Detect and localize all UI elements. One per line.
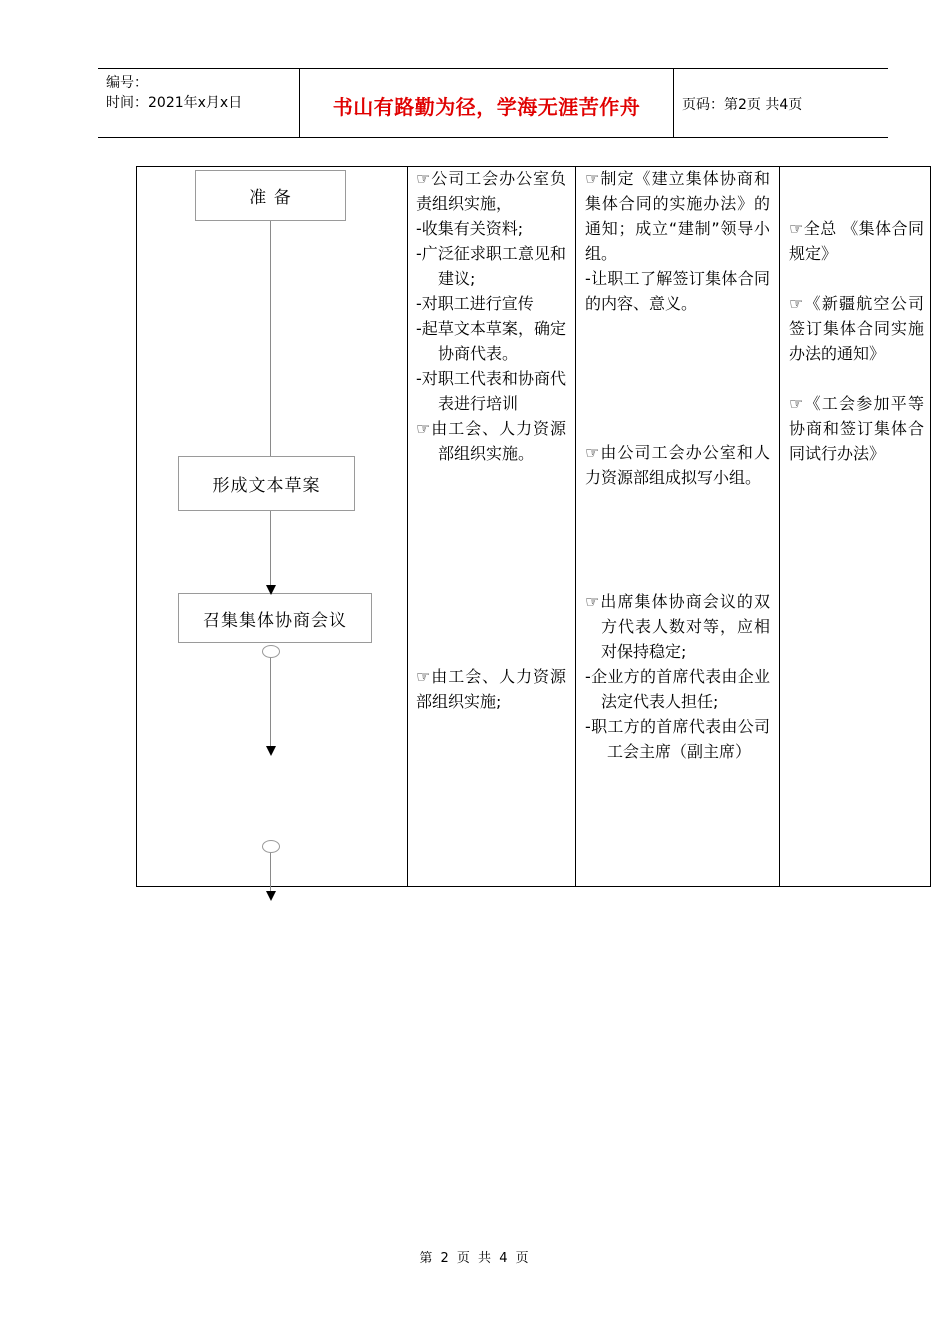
responsible-item: -收集有关资料;	[416, 219, 524, 238]
requirement-item: ☞制定《建立集体协商和集体合同的实施办法》的通知；成立“建制”领导小组。	[585, 169, 770, 263]
reference-item: ☞《新疆航空公司签订集体合同实施办法的通知》	[789, 294, 924, 363]
flow-step-draft	[178, 456, 355, 511]
reference-item: ☞《工会参加平等协商和签订集体合同试行办法》	[789, 394, 924, 463]
flow-step-label: 准 备	[249, 188, 292, 208]
page-footer: 第 2 页 共 4 页	[419, 1251, 531, 1266]
header-page-info: 页码：第2页 共4页	[682, 97, 803, 113]
document-header	[98, 68, 888, 138]
flow-connector-line	[270, 220, 271, 456]
responsible-item: -对职工代表和协商代表进行培训	[416, 369, 566, 413]
references-column	[789, 216, 924, 466]
responsible-item: ☞公司工会办公室负责组织实施，	[416, 169, 566, 213]
arrow-down-icon	[266, 585, 276, 595]
requirements-column-meeting	[585, 589, 770, 764]
code-label: 编号：	[106, 75, 148, 91]
requirement-item: ☞由公司工会办公室和人力资源部组成拟写小组。	[585, 443, 770, 487]
requirements-column-draft	[585, 440, 770, 490]
responsible-item: -起草文本草案，确定协商代表。	[416, 319, 566, 363]
flow-step-label: 召集集体协商会议	[203, 610, 347, 631]
requirement-item: ☞出席集体协商会议的双方代表人数对等，应相对保持稳定;	[585, 592, 770, 661]
flow-step-prepare	[195, 170, 346, 221]
header-divider	[673, 69, 674, 137]
responsible-column-meeting	[416, 664, 566, 714]
header-motto: 书山有路勤为径，学海无涯苦作舟	[332, 95, 641, 119]
responsible-item: -广泛征求职工意见和建议;	[416, 244, 566, 288]
flow-connector-line	[270, 656, 271, 746]
header-meta	[106, 73, 242, 113]
requirement-item: -让职工了解签订集体合同的内容、意义。	[585, 269, 770, 313]
requirements-column	[585, 166, 770, 316]
responsible-column	[416, 166, 566, 466]
column-divider	[575, 167, 576, 886]
flow-connector-line	[270, 510, 271, 585]
responsible-item: -对职工进行宣传	[416, 294, 534, 313]
requirement-item: -企业方的首席代表由企业法定代表人担任;	[585, 667, 770, 711]
connector-circle-icon	[262, 645, 280, 658]
responsible-item: ☞由工会、人力资源部组织实施;	[416, 667, 566, 711]
arrow-down-icon	[266, 746, 276, 756]
reference-item: ☞全总 《集体合同规定》	[789, 219, 924, 263]
responsible-item: ☞由工会、人力资源部组织实施。	[416, 419, 566, 463]
flow-connector-line	[270, 851, 271, 891]
date-text: 时间：2021年x月x日	[106, 95, 243, 111]
connector-circle-icon	[262, 840, 280, 853]
flow-step-meeting	[178, 593, 372, 643]
flow-step-label: 形成文本草案	[212, 476, 321, 496]
column-divider	[407, 167, 408, 886]
arrow-down-icon	[266, 891, 276, 901]
column-divider	[779, 167, 780, 886]
requirement-item: -职工方的首席代表由公司工会主席（副主席）	[585, 717, 770, 761]
